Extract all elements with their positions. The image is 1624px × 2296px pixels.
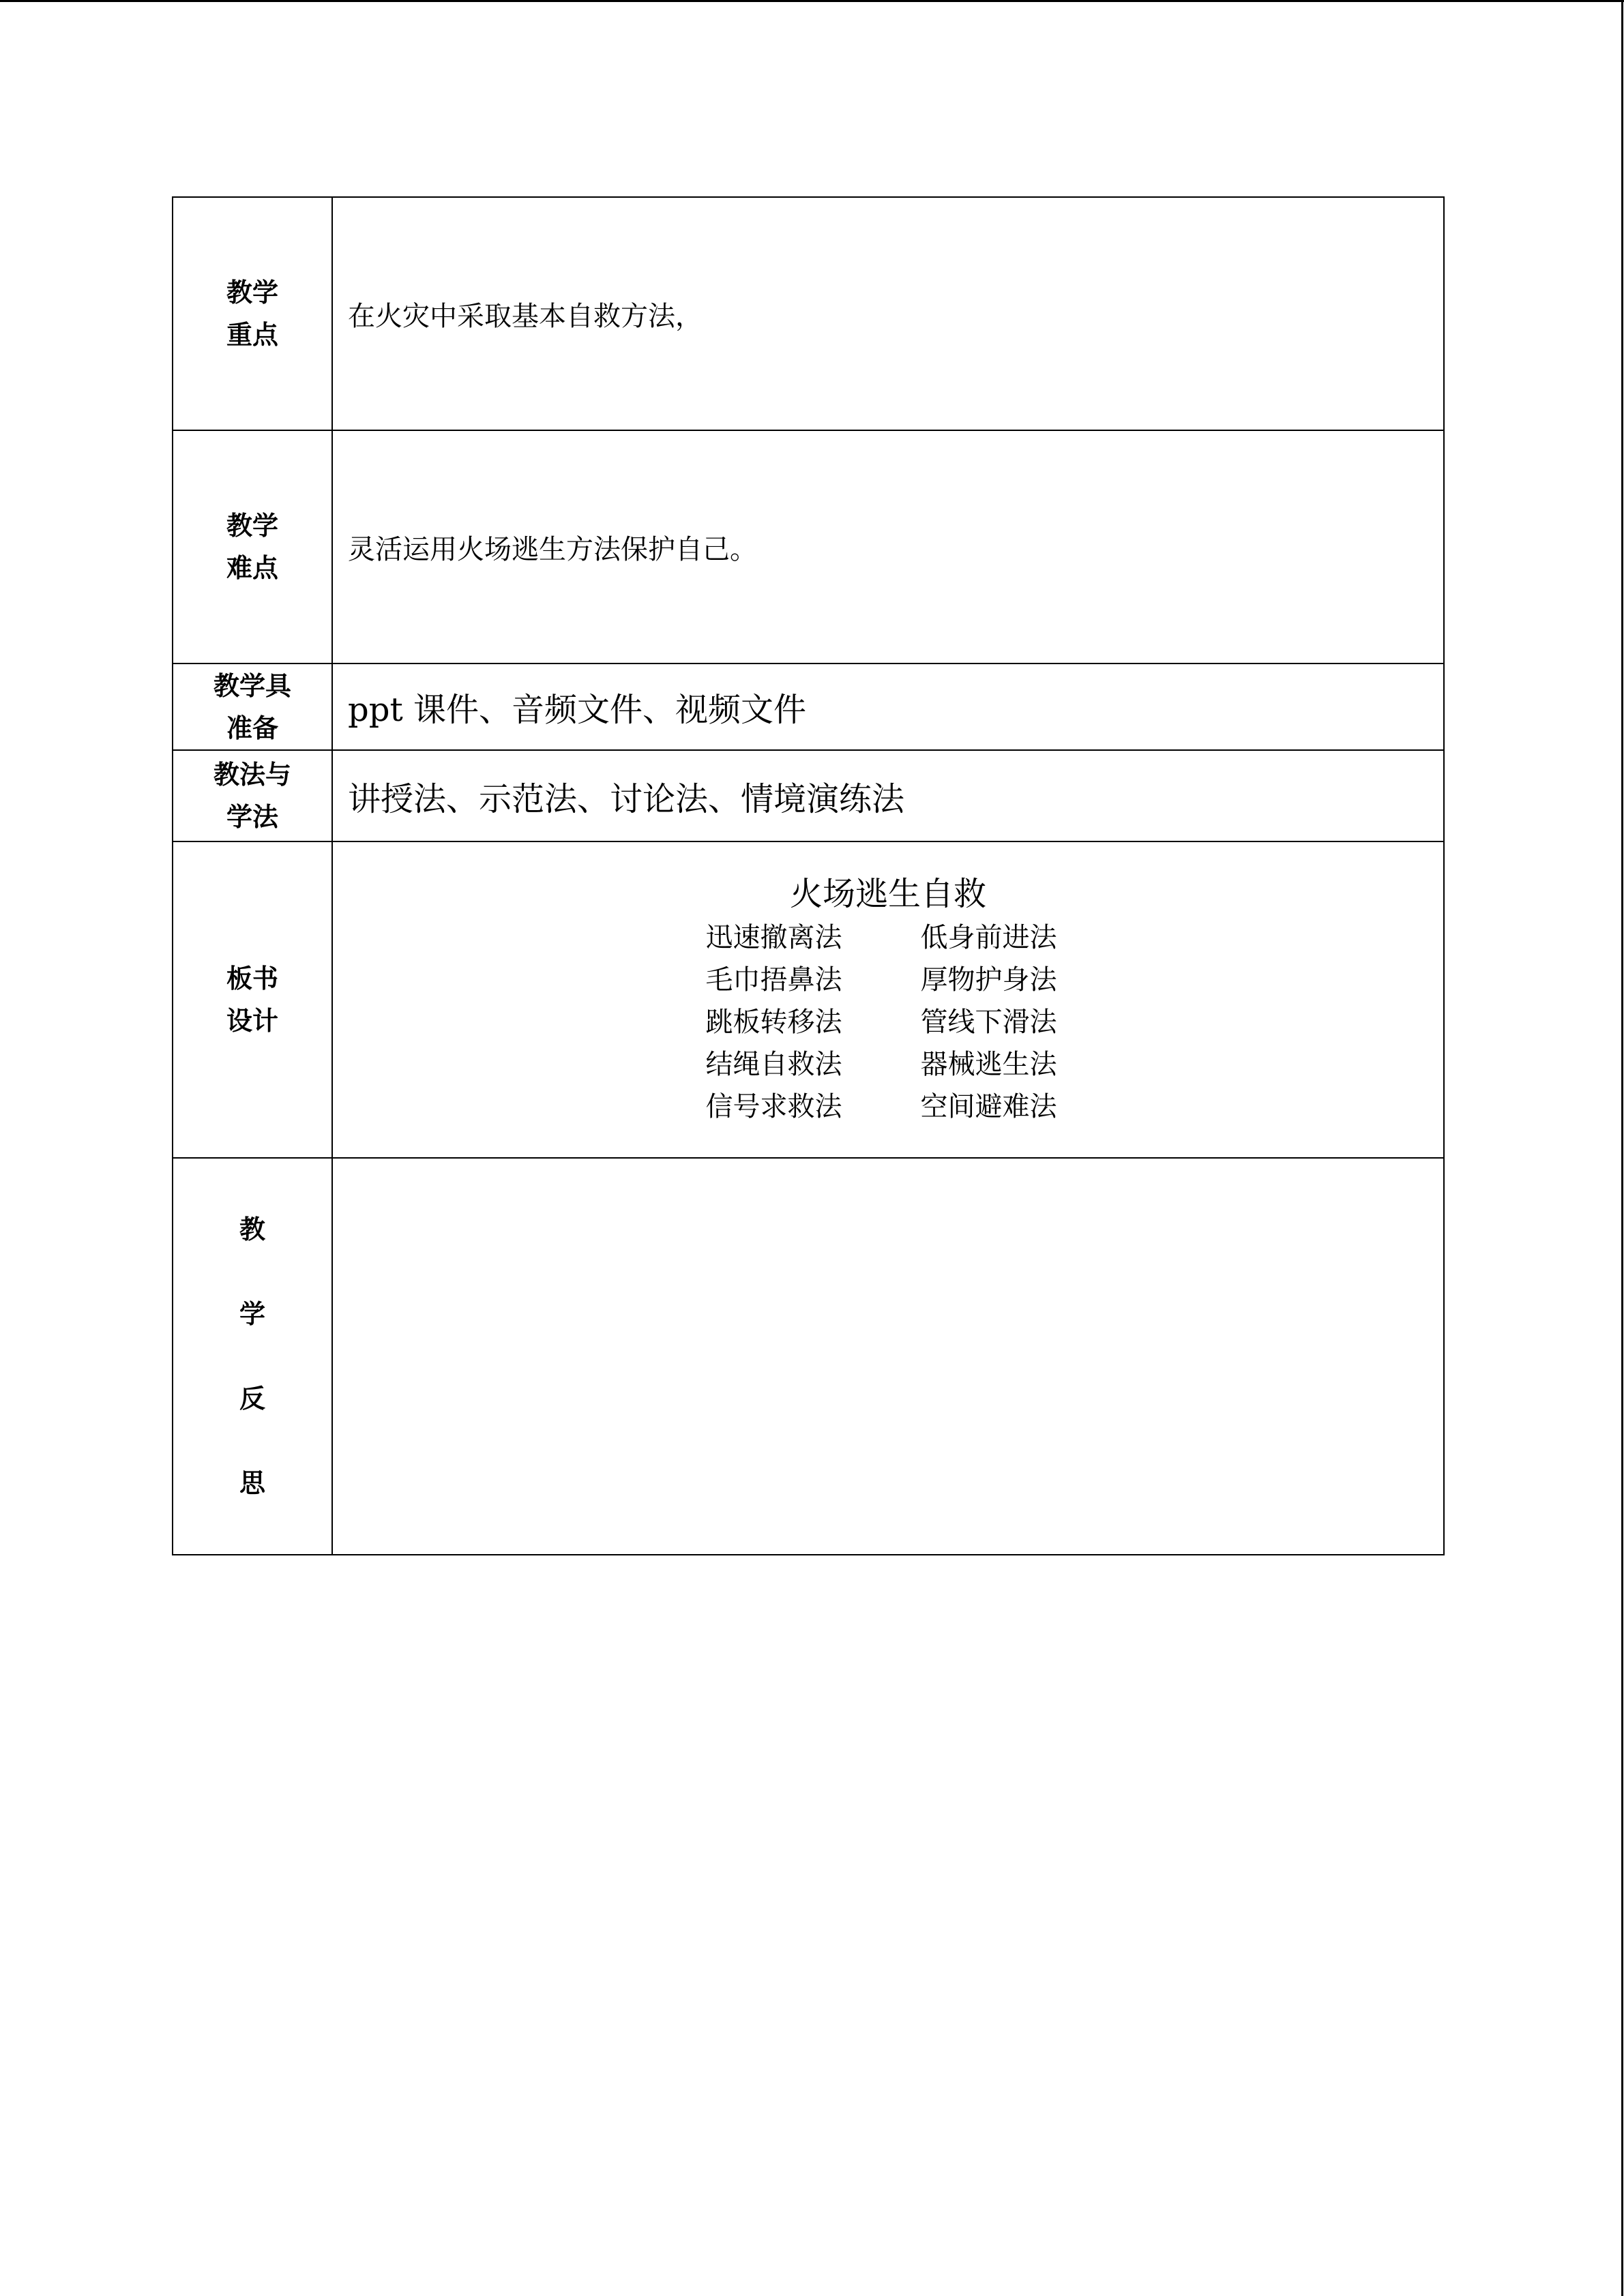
table-row-difficulties [173,430,1444,664]
table-row-reflection [173,1158,1444,1555]
board-row [706,1086,1071,1128]
label-line: 教法与 [213,760,291,790]
board-item: 管线下滑法 [920,1007,1057,1038]
label-line: 教学具 [213,670,291,701]
row-label-materials [173,664,332,750]
board-item: 空间避难法 [920,1091,1057,1122]
board-item: 器械逃生法 [920,1049,1057,1080]
label-line: 教学 [226,278,278,308]
board-title: 火场逃生自救 [789,875,986,913]
page-right-border [1621,0,1623,2296]
label-line: 教学 [226,511,278,541]
table-row-materials [173,664,1444,750]
board-row [706,959,1071,1001]
label-line: 设计 [226,1006,278,1036]
row-content-materials: ppt 课件、音频文件、视频文件 [332,664,1444,750]
lesson-plan-table [172,196,1445,1555]
row-content-difficulties: 灵活运用火场逃生方法保护自己。 [332,430,1444,664]
row-label-difficulties [173,430,332,664]
board-row [706,1001,1071,1043]
board-design-content [332,841,1444,1158]
board-item: 厚物护身法 [920,964,1057,996]
board-item: 信号求救法 [705,1091,842,1122]
label-line: 重点 [226,320,278,350]
board-row [706,1043,1071,1086]
board-item: 低身前进法 [920,922,1057,953]
row-label-board-design [173,841,332,1158]
board-item: 跳板转移法 [705,1007,842,1038]
board-method-list [706,916,1071,1128]
label-char: 教 [239,1214,265,1244]
label-char: 学 [239,1299,265,1329]
board-row [706,916,1071,959]
row-label-methods [173,750,332,841]
label-char: 思 [239,1468,265,1498]
row-label-reflection [173,1158,332,1555]
row-label-key-points [173,197,332,430]
board-item: 毛巾捂鼻法 [705,964,842,996]
page-top-border [0,0,1624,2]
board-item: 迅速撤离法 [705,922,842,953]
label-line: 学法 [226,802,278,832]
label-line: 板书 [226,964,278,994]
label-char: 反 [239,1384,265,1414]
label-line: 准备 [226,713,278,743]
row-content-methods: 讲授法、示范法、讨论法、情境演练法 [332,750,1444,841]
table-row-methods [173,750,1444,841]
row-content-reflection [332,1158,1444,1555]
table-row-key-points [173,197,1444,430]
label-line: 难点 [226,553,278,583]
table-row-board-design [173,841,1444,1158]
board-item: 结绳自救法 [705,1049,842,1080]
row-content-key-points: 在火灾中采取基本自救方法， [332,197,1444,430]
